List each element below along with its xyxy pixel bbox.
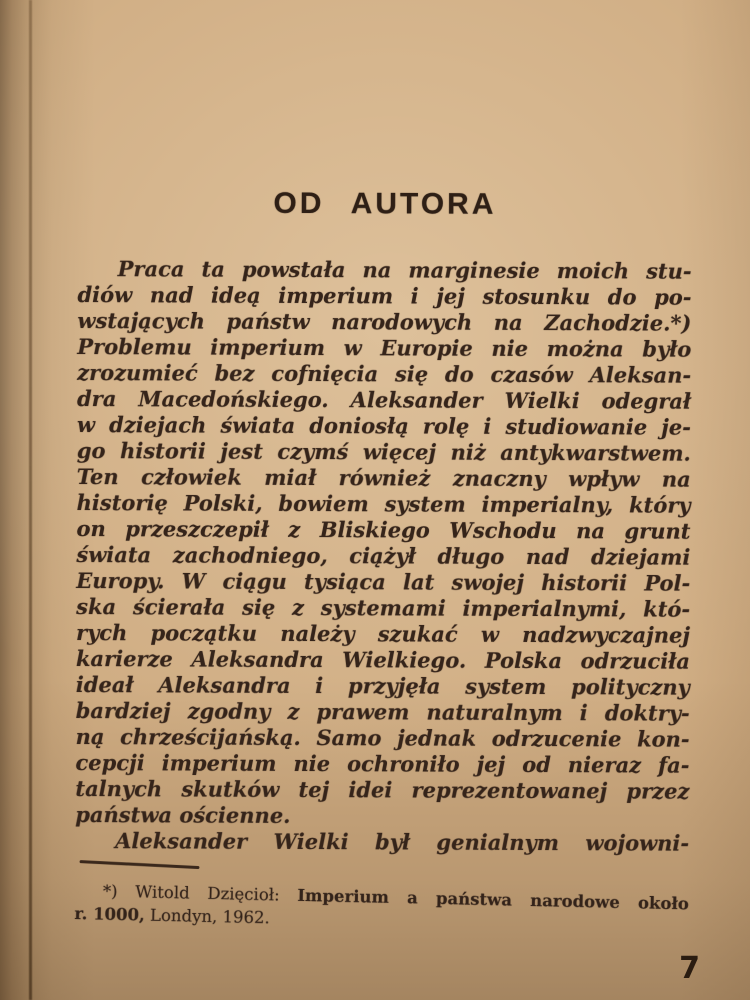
body-line: Aleksander Wielki był genialnym wojowni- <box>115 828 690 856</box>
body-line: ideał Aleksandra i przyjęła system polityczny <box>75 671 690 700</box>
body-line: rych początku należy szukać w nadzwyczajnej <box>75 619 691 648</box>
body-line: zrozumieć bez cofnięcia się do czasów Aleksan- <box>77 359 692 388</box>
footnote <box>74 860 689 938</box>
body-line: Ten człowiek miał również znaczny wpływ na <box>76 463 691 492</box>
body-line: historię Polski, bowiem system imperialny, który <box>76 489 691 518</box>
body-line: bardziej zgodny z prawem naturalnym i doktry- <box>75 697 690 726</box>
body-line: diów nad ideą imperium i jej stosunku do po- <box>77 281 692 310</box>
footnote-book-title: Imperium a państwa narodowe około <box>297 885 690 914</box>
body-line: go historii jest czymś więcej niż antykwarstwem. <box>76 437 691 466</box>
body-line: ska ścierała się z systemami imperialnymi, któ- <box>76 593 691 622</box>
body-line: karierze Aleksandra Wielkiego. Polska odrzuciła <box>75 645 690 674</box>
body-line: Praca ta powstała na marginesie moich stu- <box>117 256 692 284</box>
page-number: 7 <box>679 951 700 986</box>
page-text-block <box>75 186 692 928</box>
body-line: Problemu imperium w Europie nie można było <box>77 333 692 362</box>
body-line: wstających państw narodowych na Zachodzie.*) <box>77 307 692 336</box>
body-line: świata zachodniego, ciążył długo nad dziejami <box>76 541 691 570</box>
footnote-book-title-continued: r. 1000, <box>74 903 145 925</box>
footnote-publication-info: Londyn, 1962. <box>144 905 270 928</box>
body-line: ną chrześcijańską. Samo jednak odrzucenie kon- <box>75 723 690 752</box>
footnote-separator-rule <box>80 860 200 869</box>
body-line: on przeszczepił z Bliskiego Wschodu na grunt <box>76 515 691 544</box>
page-gutter-crease <box>29 0 32 1000</box>
body-line: dra Macedońskiego. Aleksander Wielki odegrał <box>77 385 692 414</box>
body-line: w dziejach świata doniosłą rolę i studiowanie je- <box>76 411 692 440</box>
body-line: cepcji imperium nie ochroniło jej od nieraz fa- <box>75 749 690 778</box>
body-line: talnych skutków tej idei reprezentowanej przez <box>75 775 690 804</box>
footnote-marker-text: *) Witold Dzięcioł: <box>102 881 298 905</box>
page-title: OD AUTORA <box>273 186 497 221</box>
body-line: Europy. W ciągu tysiąca lat swojej historii Pol- <box>76 567 691 596</box>
body-line: państwa ościenne. <box>75 801 291 828</box>
